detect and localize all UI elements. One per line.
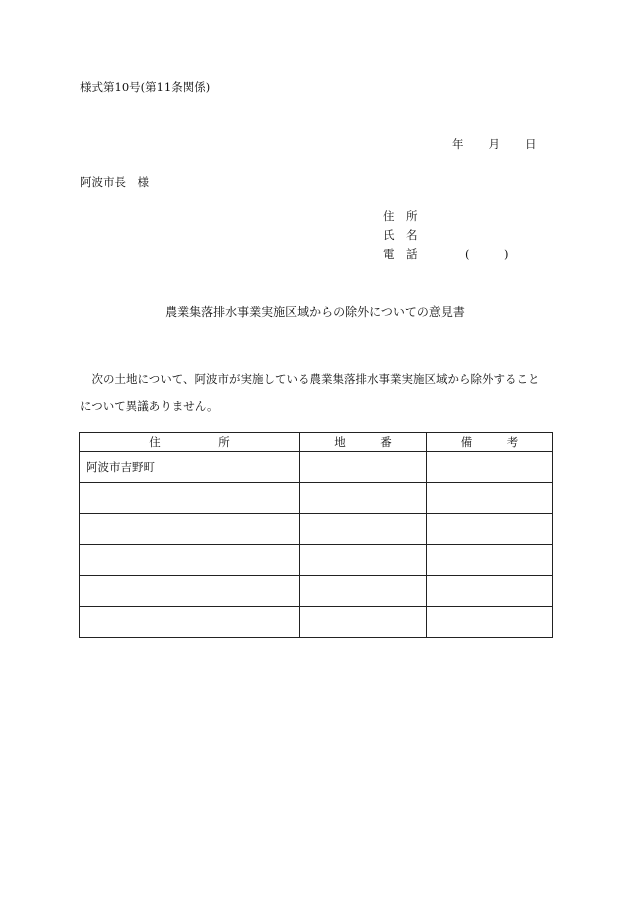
address-label: 住 所 [383, 209, 418, 223]
phone-parentheses: ( ) [465, 247, 509, 261]
body-line-1: 次の土地について、阿波市が実施している農業集落排水事業実施区域から除外すること [80, 372, 540, 386]
cell-address[interactable] [80, 483, 300, 514]
form-number: 様式第10号(第11条関係) [80, 80, 211, 94]
body-text [80, 366, 552, 420]
table-row [80, 576, 553, 607]
cell-address[interactable] [80, 576, 300, 607]
cell-address[interactable] [80, 545, 300, 576]
cell-remarks[interactable] [427, 607, 553, 638]
body-line-2: について異議ありません。 [80, 399, 219, 413]
cell-lot-number[interactable] [300, 483, 427, 514]
cell-lot-number[interactable] [300, 514, 427, 545]
table-row [80, 452, 553, 483]
date-line [452, 139, 537, 151]
table-header-row [80, 433, 553, 452]
cell-lot-number[interactable] [300, 576, 427, 607]
header-remarks: 備 考 [427, 433, 553, 452]
cell-remarks[interactable] [427, 514, 553, 545]
table-row [80, 514, 553, 545]
table-row [80, 545, 553, 576]
land-table [79, 432, 553, 638]
date-month-label: 月 [488, 137, 500, 151]
name-label: 氏 名 [383, 228, 418, 242]
applicant-block [383, 211, 453, 268]
date-year-label: 年 [452, 137, 464, 151]
header-lot-number: 地 番 [300, 433, 427, 452]
cell-remarks[interactable] [427, 545, 553, 576]
table-row [80, 483, 553, 514]
header-address: 住 所 [80, 433, 300, 452]
addressee: 阿波市長 様 [80, 175, 149, 189]
cell-remarks[interactable] [427, 483, 553, 514]
cell-lot-number[interactable] [300, 452, 427, 483]
phone-label: 電 話 [383, 247, 418, 261]
cell-address[interactable]: 阿波市吉野町 [80, 452, 300, 483]
cell-remarks[interactable] [427, 576, 553, 607]
table-row [80, 607, 553, 638]
cell-remarks[interactable] [427, 452, 553, 483]
cell-address[interactable] [80, 607, 300, 638]
date-day-label: 日 [525, 137, 537, 151]
cell-lot-number[interactable] [300, 545, 427, 576]
cell-address[interactable] [80, 514, 300, 545]
cell-lot-number[interactable] [300, 607, 427, 638]
document-title: 農業集落排水事業実施区域からの除外についての意見書 [165, 305, 465, 319]
